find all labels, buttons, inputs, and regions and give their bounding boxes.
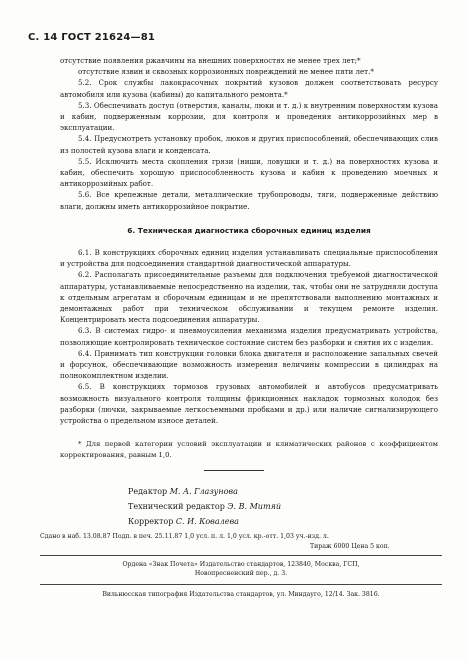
page-header: С. 14 ГОСТ 21624—81: [28, 32, 156, 43]
divider: [40, 584, 442, 585]
paragraph-6-2: 6.2. Располагать присоединительные разъемы для подключения требуемой диагностической аппаратуры, устанавливаемые непосредственно на изделии, так, чтобы они не затрудняли доступа к отдельным агрегатам и сборочным единицам и не препятствовали выполнению монтажных и демонтажных работ при техническом обслуживании и текущем ремонте изделия. Концентрировать места подсоединения аппаратуры.: [60, 270, 438, 325]
paragraph-5-3: 5.3. Обеспечивать доступ (отверстия, каналы, люки и т. д.) к внутренним поверхностям кузова и кабин, подверженным коррозии, для контроля и проведения антикоррозийных мер в эксплуатации.: [60, 100, 438, 133]
print-info: [40, 532, 440, 551]
credit-proofreader: [128, 514, 428, 529]
credit-label: Технический редактор: [128, 502, 225, 511]
paragraph-5-5: 5.5. Исключить места скопления грязи (ниши, ловушки и т. д.) на поверхностях кузова и кабин, обеспечить хорошую приспособленность кузова и кабин к проведению моечных и антикоррозийных работ.: [60, 156, 438, 189]
document-body: [60, 55, 438, 460]
paragraph-5-2: 5.2. Срок службы лакокрасочных покрытий кузовов должен соответствовать ресурсу автомобиля или кузова (кабины) до капитального ремонта.*: [60, 78, 438, 99]
print-info-line: Сдано в наб. 13.08.87 Подп. в печ. 25.11.87 1,0 усл. п. л. 1,0 усл. кр.-отт. 1,03 уч.-изд. л.: [40, 533, 329, 540]
print-info-line: Тираж 6000 Цена 5 коп.: [310, 542, 390, 550]
publisher-line: Новопресненский пер., д. 3.: [194, 570, 288, 577]
credit-name: М. А. Глазунова: [169, 487, 238, 496]
paragraph: отсутствие язвин и сквозных коррозионных повреждений не менее пяти лет.*: [78, 67, 374, 77]
publisher-info: [40, 560, 442, 578]
credit-name: С. И. Ковалева: [175, 517, 239, 526]
paragraph-6-5: 6.5. В конструкциях тормозов грузовых автомобилей и автобусов предусматривать возможность визуального контроля толщины фрикционных накладок тормозных колодок без разборки (лючки, закрываемые легкосъемными пробками и др.) или наличие сигнализирующего устройства о предельном износе деталей.: [60, 382, 438, 426]
paragraph-6-3: 6.3. В системах гидро- и пневмоусиления механизма изделия предусматривать устройства, позволяющие контролировать техническое состояние систем без разборки и снятия их с изделия.: [60, 326, 438, 347]
section-title: 6. Техническая диагностика сборочных единиц изделия: [127, 225, 371, 235]
publisher-line: Ордена «Знак Почета» Издательство стандартов, 123840, Москва, ГСП,: [122, 561, 360, 568]
footnote: * Для первой категории условий эксплуатации и климатических районов с коэффициентом корректирования, равным 1,0.: [60, 440, 438, 459]
divider: [40, 555, 442, 556]
separator-line: [204, 470, 264, 471]
credit-name: Э. В. Митяй: [227, 502, 281, 511]
credit-technical-editor: [128, 499, 428, 514]
credit-label: Корректор: [128, 517, 174, 526]
credits-block: [128, 484, 428, 529]
credit-editor: [128, 484, 428, 499]
credit-label: Редактор: [128, 487, 168, 496]
paragraph-5-6: 5.6. Все крепежные детали, металлические трубопроводы, тяги, подверженные действию влаги, должны иметь антикоррозийное покрытие.: [60, 190, 438, 211]
paragraph-5-4: 5.4. Предусмотреть установку пробок, люков и других приспособлений, обеспечивающих слив из полостей кузова влаги и конденсата.: [60, 134, 438, 155]
printer-info: Вильнюсская типография Издательства стандартов, ул. Миндауго, 12/14. Зак. 3816.: [102, 591, 380, 598]
paragraph-6-4: 6.4. Принимать тип конструкции головки блока двигателя и расположение запальных свечей и форсунок, обеспечивающие возможность измерения величины компрессии в цилиндрах на полнокомплектном изделии.: [60, 348, 438, 381]
paragraph-6-1: 6.1. В конструкциях сборочных единиц изделия устанавливать специальные приспособления и устройства для подсоединения стандартной диагностической аппаратуры.: [60, 248, 438, 269]
paragraph: отсутствие появления ржавчины на внешних поверхностях не менее трех лет;*: [60, 56, 361, 65]
